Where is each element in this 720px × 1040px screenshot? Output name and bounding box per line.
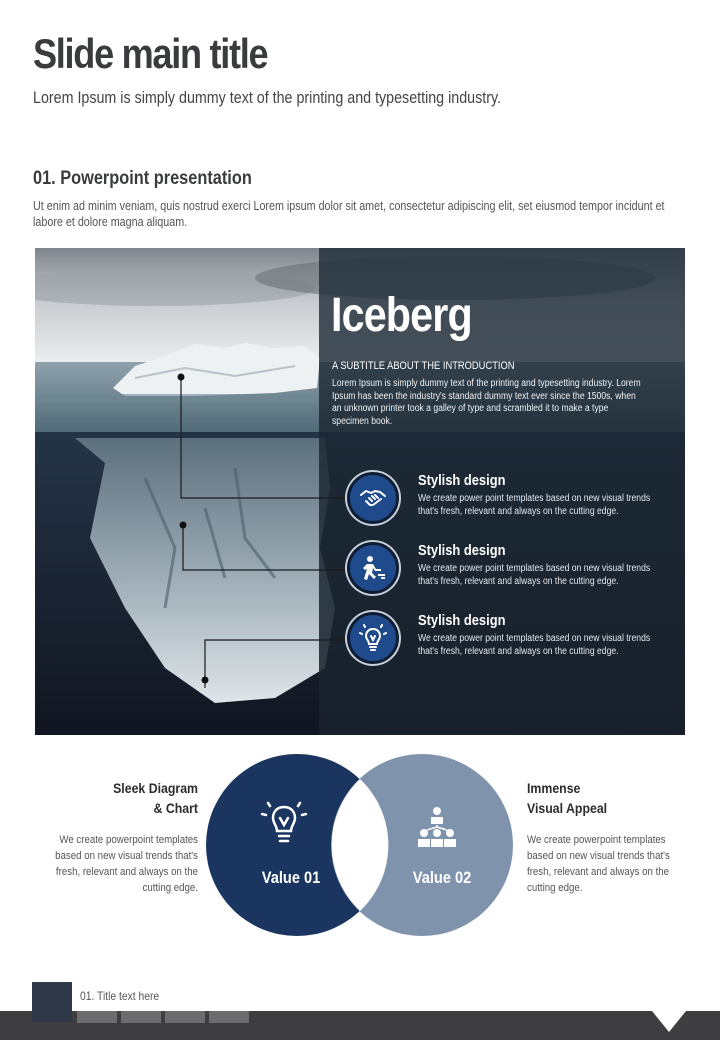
side-title-line: Sleek Diagram (113, 780, 198, 796)
footer-notch (652, 1011, 686, 1032)
feature-item (347, 472, 667, 528)
feature-title: Stylish design (418, 542, 506, 559)
hero-subtitle: A SUBTITLE ABOUT THE INTRODUCTION (332, 360, 515, 372)
side-description: We create powerpoint templates based on new visual trends that's fresh, relevant and always on the cutting edge. (527, 834, 670, 894)
handshake-icon (347, 472, 399, 524)
lightbulb-icon (347, 612, 399, 664)
hero-body: Lorem Ipsum is simply dummy text of the printing and typesetting industry. Lorem Ipsum has been the industry's standard dummy text ever since the 1500s, when an unknown printer took a galley of type and scrambled it to make a type specimen book. (332, 378, 641, 427)
footer-tab (209, 1011, 249, 1023)
side-description: We create powerpoint templates based on new visual trends that's fresh, relevant and always on the cutting edge. (55, 834, 199, 894)
side-note-right (527, 778, 697, 896)
footer-tab (77, 1011, 117, 1023)
side-note-left (28, 778, 198, 896)
feature-description: We create power point templates based on new visual trends that's fresh, relevant and always on the cutting edge. (418, 563, 651, 587)
section-body: Ut enim ad minim veniam, quis nostrud exerci Lorem ipsum dolor sit amet, consectetur adipiscing elit, set eiusmod tempor incidunt et labore et dolore magna aliquam. (33, 199, 665, 229)
feature-title: Stylish design (418, 472, 506, 489)
iceberg-hero-panel (35, 248, 685, 735)
hero-title: Iceberg (331, 289, 472, 342)
page-subtitle: Lorem Ipsum is simply dummy text of the printing and typesetting industry. (33, 88, 502, 107)
side-title-line: & Chart (153, 800, 198, 816)
venn-diagram (200, 748, 520, 947)
side-title-line: Visual Appeal (527, 800, 608, 816)
section-heading: 01. Powerpoint presentation (33, 168, 252, 189)
footer-page-badge (32, 982, 72, 1022)
footer-tab (165, 1011, 205, 1023)
feature-item (347, 612, 667, 668)
feature-description: We create power point templates based on new visual trends that's fresh, relevant and always on the cutting edge. (418, 633, 651, 657)
side-title-line: Immense (527, 780, 581, 796)
feature-item (347, 542, 667, 598)
feature-description: We create power point templates based on new visual trends that's fresh, relevant and always on the cutting edge. (418, 493, 651, 517)
footer-text: 01. Title text here (80, 989, 160, 1003)
venn-label-right: Value 02 (412, 868, 472, 887)
venn-label-left: Value 01 (261, 868, 321, 887)
feature-title: Stylish design (418, 612, 506, 629)
climber-icon (347, 542, 399, 594)
page-title: Slide main title (33, 30, 268, 77)
footer-tab (121, 1011, 161, 1023)
